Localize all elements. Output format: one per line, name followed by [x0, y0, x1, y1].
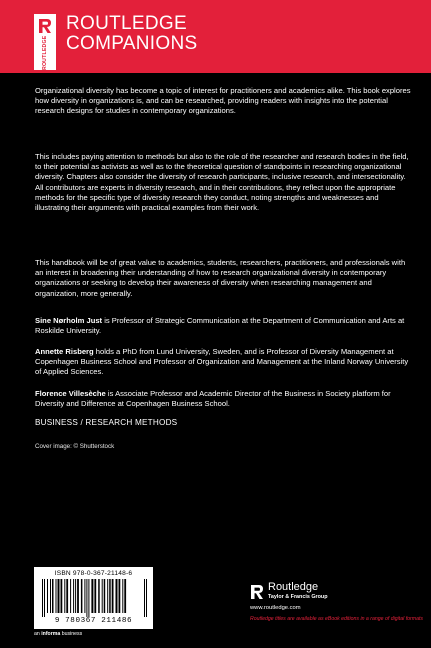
- barcode-digits: 9 780367 211486: [54, 617, 133, 625]
- author-bio-text: is Associate Professor and Academic Director of the Business in Society platform for Diversity and Difference at Copenhagen Business School.: [35, 389, 391, 409]
- author-bio-text: holds a PhD from Lund University, Sweden, and is Professor of Diversity Management at Copenhagen Business School and Professor of Organization and Management at the Inland Norway University of Applied Sciences.: [35, 347, 409, 377]
- subject-category: BUSINESS / RESEARCH METHODS: [35, 418, 178, 427]
- publisher-name: Routledge: [268, 581, 319, 593]
- description-paragraph-2: This includes paying attention to methods but also to the role of the researcher and research bodies in the field, to their potential as activists as well as to the theoretical question of standpoints in researching organizational diversity. Chapters also consider the diversity of research participants, inclusive research, and intersectionality. All contributors are experts in diversity research, and in their contributions, they reflect upon the appropriate methods for the specific type of diversity research they conduct, noting strengths and weaknesses and illustrating their arguments with practical examples from their work.: [35, 152, 409, 213]
- author-name: Sine Nørholm Just: [35, 316, 103, 325]
- author-bio-1: [35, 316, 411, 336]
- barcode-bars: [40, 579, 148, 617]
- author-bio-2: [35, 347, 411, 378]
- series-title-line2: COMPANIONS: [66, 33, 198, 54]
- publisher-group: Taylor & Francis Group: [268, 594, 328, 600]
- routledge-r-icon: [38, 18, 52, 34]
- author-name: Florence Villesèche: [35, 389, 106, 398]
- series-title-line1: ROUTLEDGE: [66, 13, 187, 34]
- cover-image-credit: Cover image: © Shutterstock: [35, 443, 115, 450]
- author-bio-3: [35, 389, 411, 409]
- ebook-availability-note: Routledge titles are available as eBook editions in a range of digital formats: [250, 616, 424, 622]
- publisher-logo-icon: [250, 584, 264, 600]
- publisher-url[interactable]: www.routledge.com: [250, 605, 301, 611]
- isbn-barcode: [34, 567, 153, 629]
- informa-brand: informa: [41, 631, 61, 637]
- description-paragraph-3: This handbook will be of great value to academics, students, researchers, practitioners, and professionals with an interest in broadening their understanding of how to research organizational diversity in contemporary organizations or seeking to develop their awareness of diversity when researching management and organization, more generally.: [35, 258, 406, 298]
- routledge-logo: [34, 14, 56, 70]
- logo-vertical-text: ROUTLEDGE: [42, 35, 48, 70]
- description-paragraph-1: Organizational diversity has become a topic of interest for practitioners and academics alike. This book explores how diversity in organizations is, and can be researched, providing readers with insights into the potential research designs for studies in contemporary organizations.: [35, 86, 411, 116]
- isbn-label: ISBN 978-0-367-21148-6: [54, 570, 133, 577]
- informa-business-tag: an informa business: [34, 631, 83, 637]
- header-banner: [0, 0, 431, 73]
- author-name: Annette Risberg: [35, 347, 94, 356]
- author-bio-text: is Professor of Strategic Communication at the Department of Communication and Arts at Roskilde University.: [35, 316, 405, 336]
